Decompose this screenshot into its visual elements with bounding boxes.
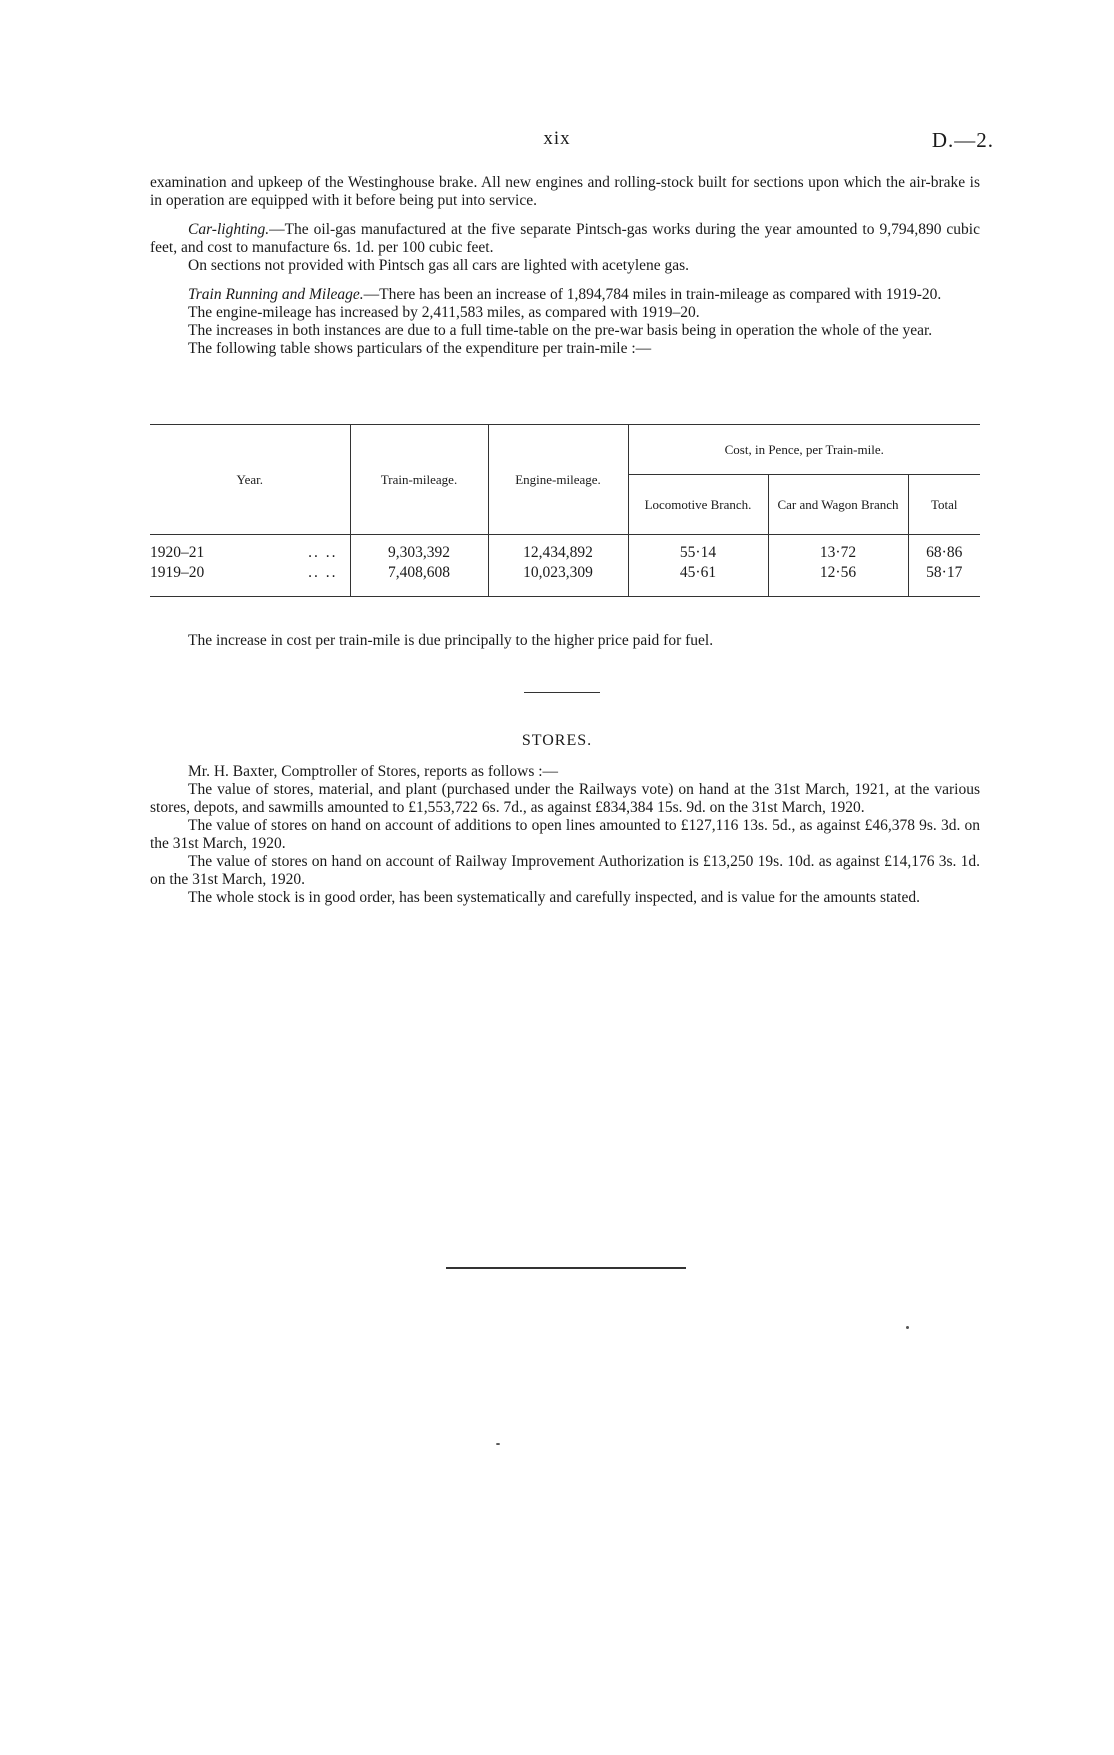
paragraph: examination and upkeep of the Westinghouse brake. All new engines and rolling-stock built for sections upon which the air-brake is in operation are equipped with it before being put into service. [150, 174, 980, 209]
header-locomotive: Locomotive Branch. [628, 475, 768, 535]
engine-mileage-cell: 10,023,309 [488, 563, 628, 583]
car-wagon-cell: 13·72 [768, 543, 908, 563]
body-text-top [150, 174, 980, 358]
paragraph: The increases in both instances are due to a full time-table on the pre-war basis being in operation the whole of the year. [188, 322, 933, 339]
car-wagon-cell: 12·56 [768, 563, 908, 583]
section-lead: Car-lighting. [188, 221, 270, 238]
paragraph: The following table shows particulars of the expenditure per train-mile :— [188, 340, 652, 357]
locomotive-cell: 55·14 [628, 543, 768, 563]
paragraph: The engine-mileage has increased by 2,411,583 miles, as compared with 1919–20. [188, 304, 700, 321]
engine-mileage-cell: 12,434,892 [488, 543, 628, 563]
total-cell: 68·86 [908, 543, 980, 563]
header-year: Year. [150, 425, 350, 535]
paragraph: On sections not provided with Pintsch gas all cars are lighted with acetylene gas. [188, 257, 690, 274]
train-mileage-cell: 7,408,608 [350, 563, 488, 583]
document-reference: D.—2. [931, 128, 994, 152]
speck [496, 1443, 500, 1445]
table-row [150, 563, 980, 583]
stores-body [150, 763, 980, 907]
year-cell: 1920–21 [150, 543, 205, 561]
total-cell: 58·17 [908, 563, 980, 583]
header-train-mileage: Train-mileage. [350, 425, 488, 535]
year-cell: 1919–20 [150, 563, 205, 581]
paragraph: The value of stores on hand on account of additions to open lines amounted to £127,116 13s. 5d., as against £46,378 9s. 3d. on the 31st March, 1920. [150, 817, 980, 852]
paragraph: The value of stores on hand on account of Railway Improvement Authorization is £13,250 19s. 10d. as against £14,176 3s. 1d. on the 31st March, 1920. [150, 853, 980, 888]
header-total: Total [908, 475, 980, 535]
leader-dots: .. .. [308, 563, 338, 581]
speck [906, 1326, 909, 1329]
paragraph: The increase in cost per train-mile is due principally to the higher price paid for fuel. [188, 632, 714, 649]
stores-heading: STORES. [521, 732, 593, 749]
paragraph-train-running: Train Running and Mileage.—There has been an increase of 1,894,784 miles in train-mileage as compared with 1919-20. [188, 286, 942, 303]
header-car-wagon: Car and Wagon Branch [768, 475, 908, 535]
header-cost-group: Cost, in Pence, per Train-mile. [628, 425, 980, 475]
expenditure-table [150, 424, 980, 597]
table-note [150, 632, 980, 650]
paragraph: The value of stores, material, and plant (purchased under the Railways vote) on hand at the 31st March, 1921, at the various stores, depots, and sawmills amounted to £1,553,722 6s. 7d., as against £834,384 15s. 9d. on the 31st March, 1920. [150, 781, 980, 816]
table-row [150, 543, 980, 563]
paragraph: Mr. H. Baxter, Comptroller of Stores, reports as follows :— [188, 763, 559, 780]
locomotive-cell: 45·61 [628, 563, 768, 583]
train-mileage-cell: 9,303,392 [350, 543, 488, 563]
section-lead: Train Running and Mileage. [188, 286, 364, 303]
header-engine-mileage: Engine-mileage. [488, 425, 628, 535]
page-number: xix [543, 128, 571, 149]
end-rule [446, 1267, 686, 1269]
paragraph: The whole stock is in good order, has been systematically and carefully inspected, and is value for the amounts stated. [188, 889, 920, 906]
section-divider [524, 692, 600, 693]
paragraph-car-lighting: Car-lighting.—The oil-gas manufactured at the five separate Pintsch-gas works during the year amounted to 9,794,890 cubic feet, and cost to manufacture 6s. 1d. per 100 cubic feet. [150, 221, 980, 256]
leader-dots: .. .. [308, 543, 338, 561]
